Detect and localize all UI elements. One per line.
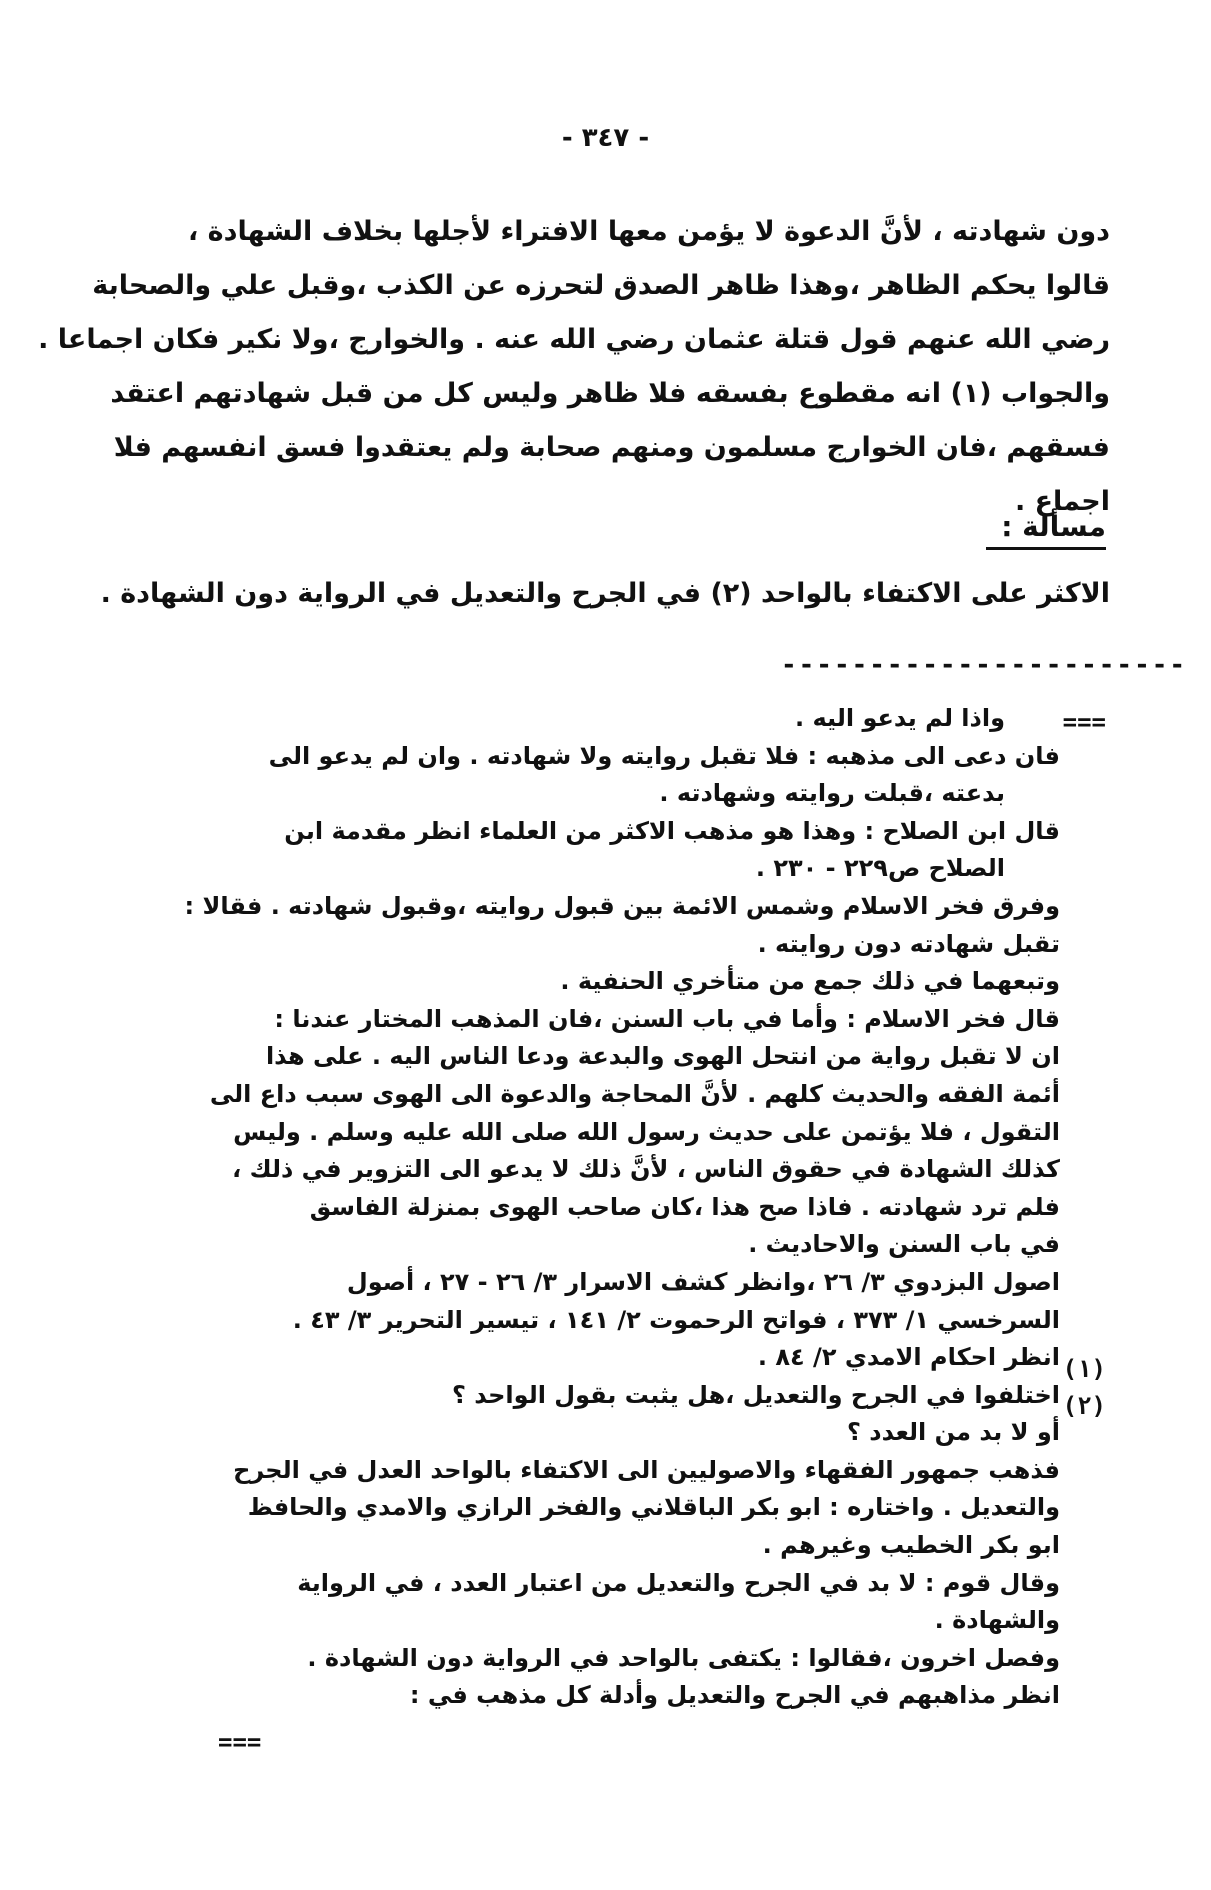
footnote-line: قال فخر الاسلام : وأما في باب السنن ،فان المذهب المختار عندنا : — [274, 1004, 1060, 1033]
footnote-line: فذهب جمهور الفقهاء والاصوليين الى الاكتفاء بالواحد العدل في الجرح — [233, 1455, 1060, 1484]
main-line: اجماع . — [1014, 486, 1110, 517]
end-marker: === — [218, 1728, 262, 1756]
footnote-line: قال ابن الصلاح : وهذا هو مذهب الاكثر من العلماء انظر مقدمة ابن — [284, 816, 1060, 845]
footnote-line: وفرق فخر الاسلام وشمس الائمة بين قبول روايته ،وقبول شهادته . فقالا : — [184, 891, 1060, 920]
footnote-line: وتبعهما في ذلك جمع من متأخري الحنفية . — [560, 967, 1060, 996]
main-line: والجواب (١) انه مقطوع بفسقه فلا ظاهر وليس كل من قبل شهادتهم اعتقد — [110, 378, 1110, 409]
main-text — [38, 205, 1110, 529]
footnote-line: بدعته ،قبلت روايته وشهادته . — [659, 779, 1005, 808]
footnote-line: السرخسي ١/ ٣٧٣ ، فواتح الرحموت ٢/ ١٤١ ، تيسير التحرير ٣/ ٤٣ . — [292, 1305, 1060, 1334]
footnote-line: وفصل اخرون ،فقالوا : يكتفى بالواحد في الرواية دون الشهادة . — [307, 1643, 1060, 1672]
footnote-line: في باب السنن والاحاديث . — [748, 1230, 1060, 1259]
continuation-marker: === — [1062, 708, 1106, 736]
footnote-line: والتعديل . واختاره : ابو بكر الباقلاني والفخر الرازي والامدي والحافظ — [247, 1493, 1060, 1522]
issue-statement: الاكثر على الاكتفاء بالواحد (٢) في الجرح والتعديل في الرواية دون الشهادة . — [100, 578, 1110, 609]
footnote-line: كذلك الشهادة في حقوق الناس ، لأنَّ ذلك لا يدعو الى التزوير في ذلك ، — [232, 1155, 1060, 1184]
footnote-line: والشهادة . — [934, 1606, 1060, 1635]
footnote-line: انظر مذاهبهم في الجرح والتعديل وأدلة كل مذهب في : — [409, 1681, 1060, 1710]
footnotes — [160, 700, 1060, 1715]
main-line: دون شهادته ، لأنَّ الدعوة لا يؤمن معها الافتراء لأجلها بخلاف الشهادة ، — [188, 216, 1110, 247]
footnote-line: وقال قوم : لا بد في الجرح والتعديل من اعتبار العدد ، في الرواية — [297, 1568, 1060, 1597]
footnote-line: واذا لم يدعو اليه . — [795, 704, 1005, 732]
footnote-line: الصلاح ص٢٢٩ - ٢٣٠ . — [755, 854, 1005, 883]
footnote-line: ابو بكر الخطيب وغيرهم . — [762, 1531, 1060, 1560]
main-line: قالوا يحكم الظاهر ،وهذا ظاهر الصدق لتحرزه عن الكذب ،وقبل علي والصحابة — [92, 270, 1110, 301]
footnote-line: التقول ، فلا يؤتمن على حديث رسول الله صلى الله عليه وسلم . وليس — [233, 1117, 1060, 1146]
main-line: رضي الله عنهم قول قتلة عثمان رضي الله عنه . والخوارج ،ولا نكير فكان اجماعا . — [38, 324, 1110, 355]
footnote-line: فان دعى الى مذهبه : فلا تقبل روايته ولا شهادته . وان لم يدعو الى — [268, 741, 1060, 770]
separator-dashes: ----------------------- — [781, 650, 1188, 680]
footnote-marker-1: (١) — [1062, 1355, 1106, 1383]
footnote-line: أو لا بد من العدد ؟ — [846, 1418, 1060, 1447]
page-number: - ٣٤٧ - — [561, 123, 650, 153]
footnote-line: فلم ترد شهادته . فاذا صح هذا ،كان صاحب الهوى بمنزلة الفاسق — [309, 1192, 1060, 1221]
footnote-line: ان لا تقبل رواية من انتحل الهوى والبدعة ودعا الناس اليه . على هذا — [265, 1042, 1060, 1071]
section-heading: مسألة : — [986, 510, 1106, 550]
main-line: فسقهم ،فان الخوارج مسلمون ومنهم صحابة ولم يعتقدوا فسق انفسهم فلا — [113, 432, 1110, 463]
footnote-line: اصول البزدوي ٣/ ٢٦ ،وانظر كشف الاسرار ٣/ ٢٦ - ٢٧ ، أصول — [346, 1267, 1060, 1296]
footnote-line: تقبل شهادته دون روايته . — [757, 929, 1060, 958]
footnote-line: أئمة الفقه والحديث كلهم . لأنَّ المحاجة والدعوة الى الهوى سبب داع الى — [209, 1079, 1060, 1108]
footnote-line: اختلفوا في الجرح والتعديل ،هل يثبت بقول الواحد ؟ — [451, 1380, 1060, 1409]
footnote-line: انظر احكام الامدي ٢/ ٨٤ . — [757, 1343, 1060, 1372]
footnote-marker-2: (٢) — [1062, 1392, 1106, 1420]
